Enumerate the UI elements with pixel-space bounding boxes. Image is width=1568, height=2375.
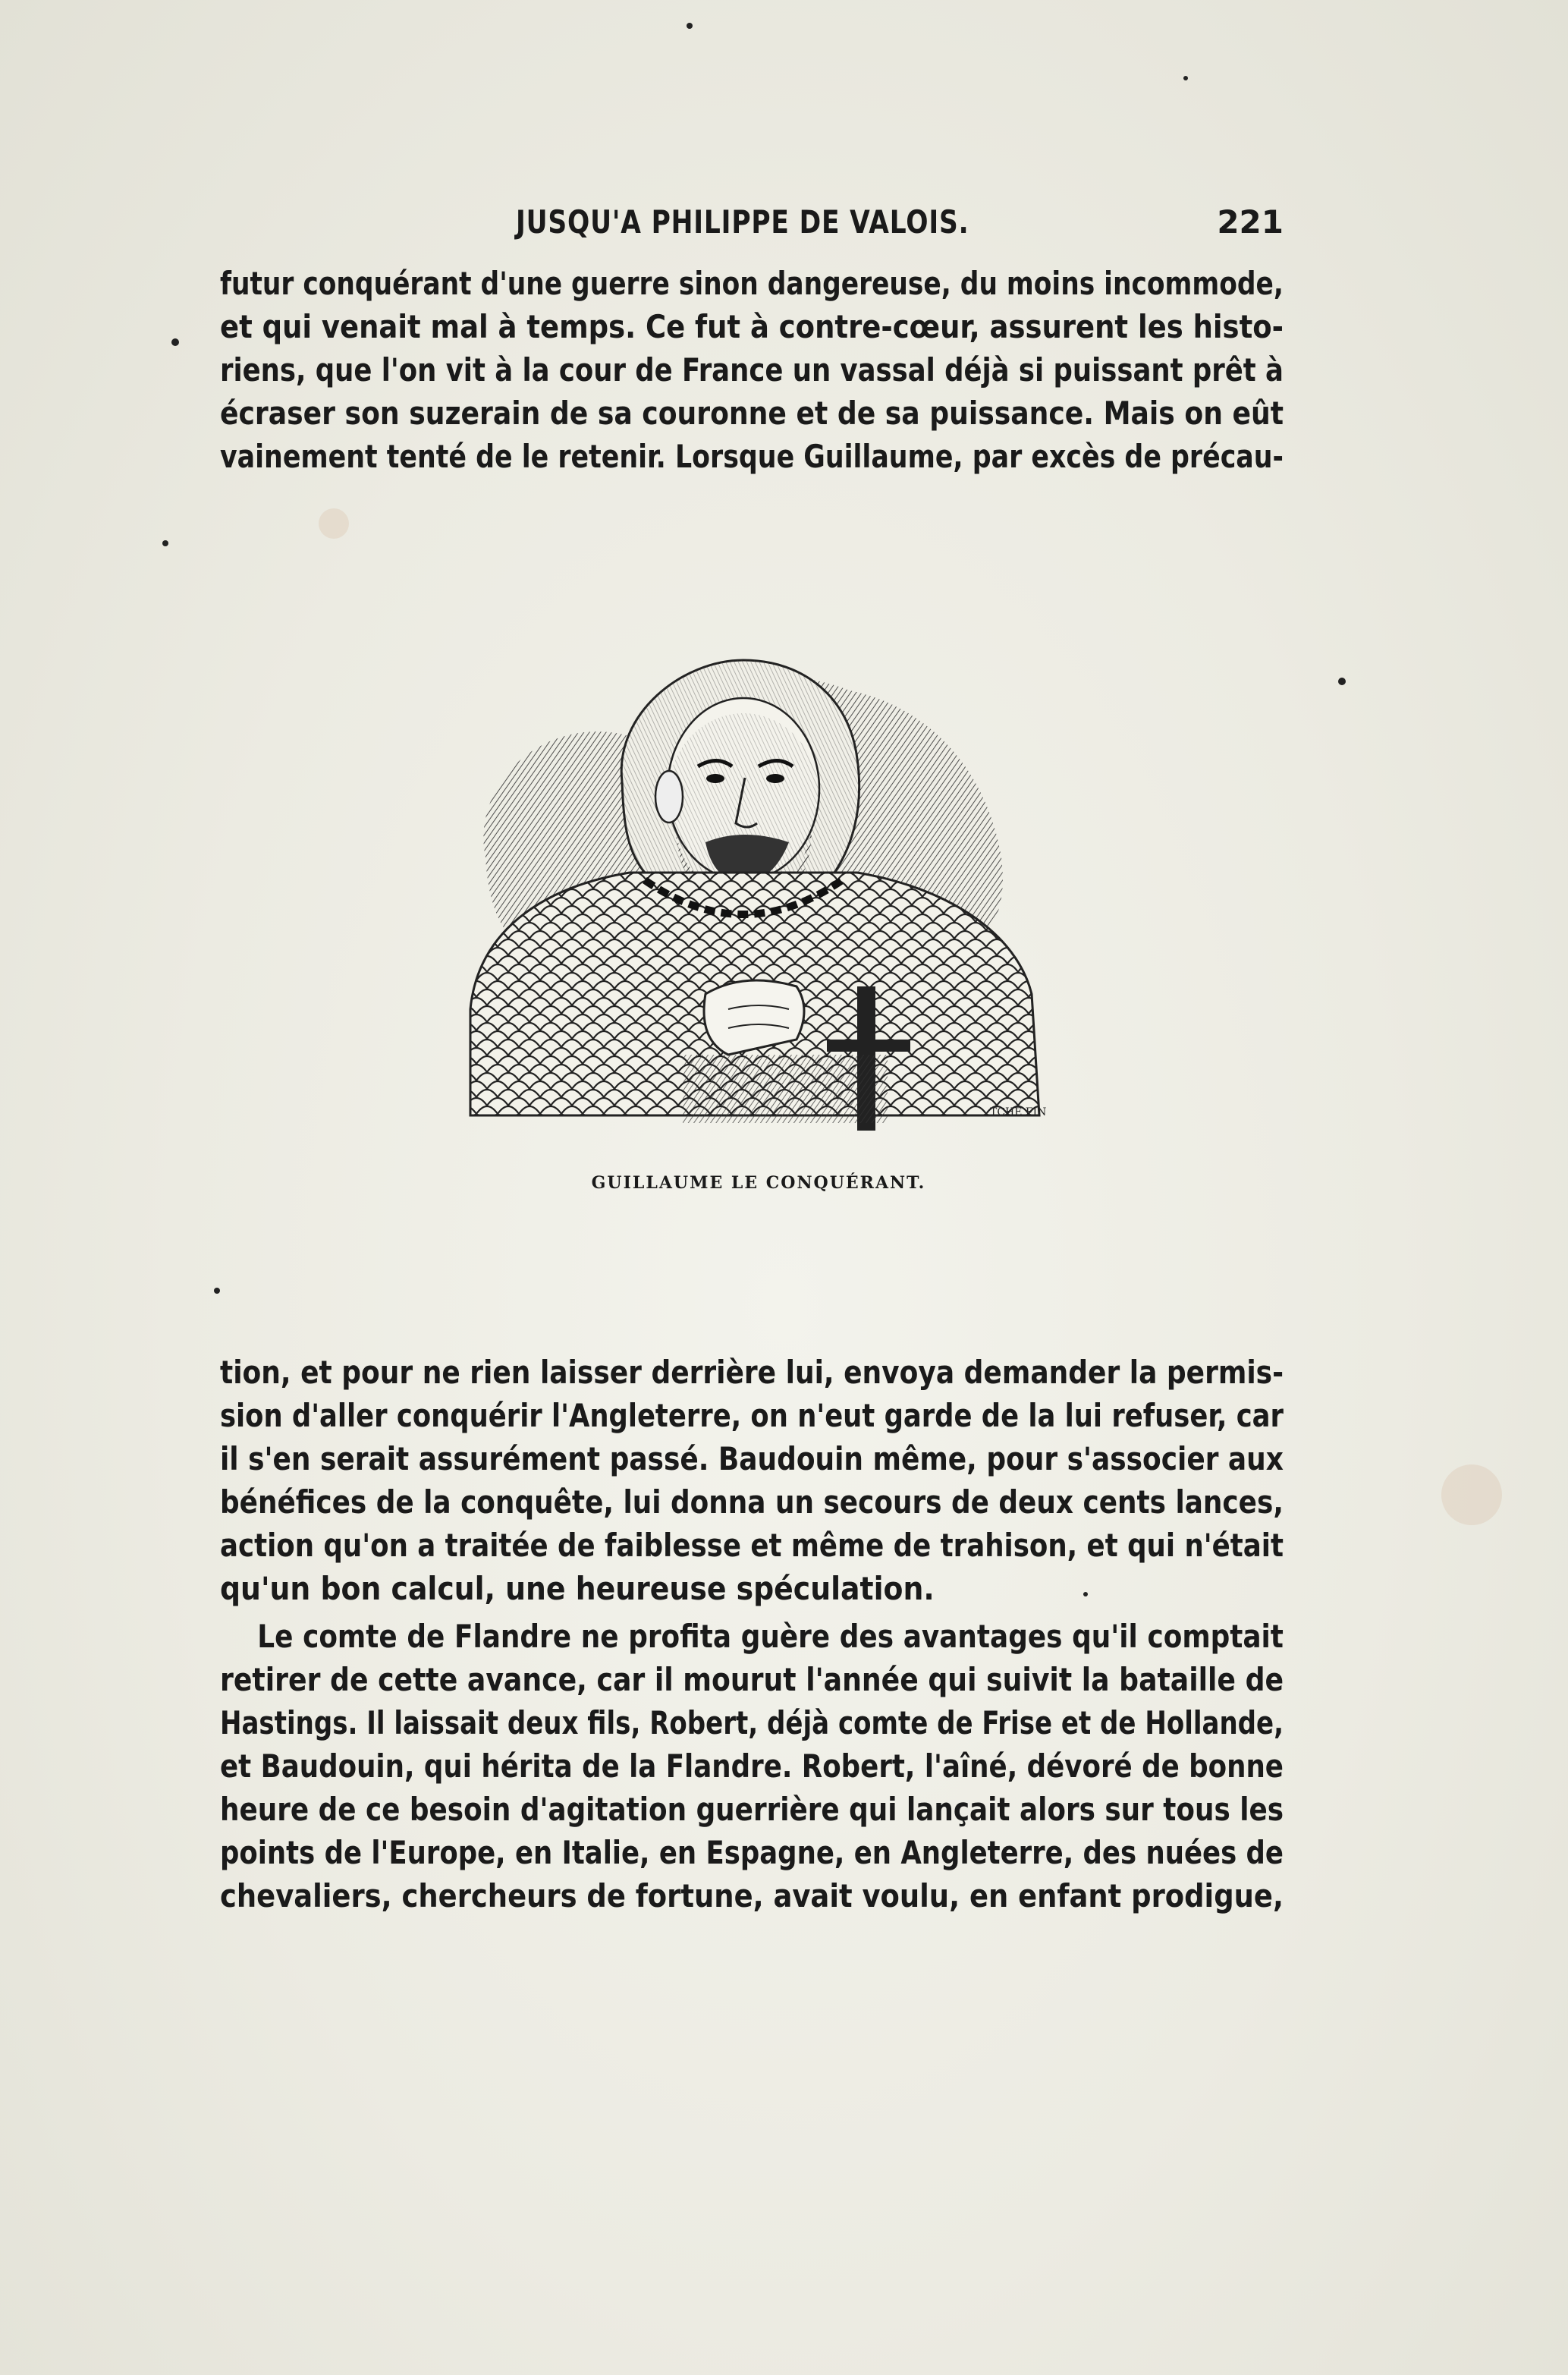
text-line: Le comte de Flandre ne profita guère des avantages qu'il comptait [257,1618,1284,1655]
text-line: sion d'aller conquérir l'Angleterre, on n'eut garde de la lui refuser, car [220,1397,1284,1434]
text-line: heure de ce besoin d'agitation guerrière qui lançait alors sur tous les [220,1791,1284,1828]
paper-speck [214,1288,220,1294]
page-number: 221 [1217,203,1284,241]
text-line: qu'un bon calcul, une heureuse spéculation. [220,1570,935,1607]
text-line: et qui venait mal à temps. Ce fut à contre-cœur, assurent les histo- [220,308,1284,345]
running-title: JUSQU'A PHILIPPE DE VALOIS. [516,203,969,241]
text-line: points de l'Europe, en Italie, en Espagne, en Angleterre, des nuées de [220,1834,1284,1871]
paper-speck [162,540,168,546]
figure-caption: GUILLAUME LE CONQUÉRANT. [591,1173,926,1193]
text-line: et Baudouin, qui hérita de la Flandre. Robert, l'aîné, dévoré de bonne [220,1747,1284,1785]
text-line: il s'en serait assurément passé. Baudouin même, pour s'associer aux [220,1440,1284,1477]
text-line: riens, que l'on vit à la cour de France un vassal déjà si puissant prêt à [220,351,1284,388]
text-line: futur conquérant d'une guerre sinon dangereuse, du moins incommode, [220,265,1284,302]
text-line: tion, et pour ne rien laisser derrière lui, envoya demander la permis- [220,1354,1284,1391]
running-head [220,203,1284,249]
paragraph-continued [220,262,1284,478]
paper-stain [1441,1464,1502,1525]
text-line: écraser son suzerain de sa couronne et de sa puissance. Mais on eût [220,395,1284,432]
paper-speck [171,338,179,346]
paper-stain [319,508,349,539]
engraving-portrait [455,630,1047,1161]
paragraph-comte-de-flandre [220,1615,1284,1917]
text-line: retirer de cette avance, car il mourut l'année qui suivit la bataille de [220,1661,1284,1698]
engraver-signature: TCHE FIN [990,1106,1047,1118]
paper-speck [687,23,693,29]
text-line: Hastings. Il laissait deux fils, Robert, déjà comte de Frise et de Hollande, [220,1704,1284,1741]
text-line: action qu'on a traitée de faiblesse et même de trahison, et qui n'était [220,1527,1284,1564]
portrait-illustration [455,630,1047,1161]
text-line: bénéfices de la conquête, lui donna un secours de deux cents lances, [220,1483,1284,1521]
paper-speck [1338,678,1346,685]
text-line: chevaliers, chercheurs de fortune, avait voulu, en enfant prodigue, [220,1877,1284,1914]
paragraph-resumed [220,1351,1284,1610]
paper-speck [1183,76,1188,80]
text-line: vainement tenté de le retenir. Lorsque Guillaume, par excès de précau- [220,438,1284,475]
